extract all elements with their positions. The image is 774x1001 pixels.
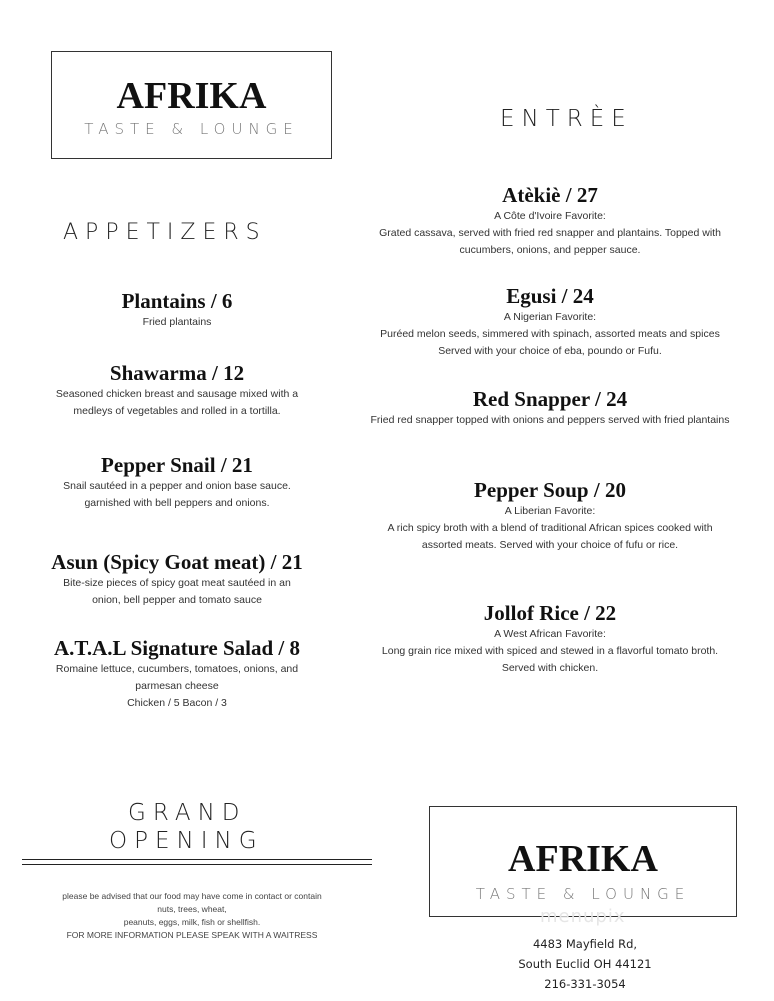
header-logo: [51, 51, 332, 159]
menu-item-desc: Romaine lettuce, cucumbers, tomatoes, onions, and: [55, 663, 299, 675]
logo-title: AFRIKA: [116, 75, 267, 117]
address-block: [470, 934, 700, 994]
allergy-note-line: FOR MORE INFORMATION PLEASE SPEAK WITH A WAITRESS: [66, 930, 318, 940]
menu-item-desc: Served with your choice of eba, poundo or Fufu.: [438, 345, 662, 357]
appetizer-item: [12, 452, 342, 512]
menu-item-desc: Bite-size pieces of spicy goat meat sautéed in an: [63, 577, 291, 589]
menu-item-desc: garnished with bell peppers and onions.: [84, 497, 270, 509]
menu-item-desc: Grated cassava, served with fried red snapper and plantains. Topped with: [379, 227, 721, 239]
entree-heading: ENTRÈE: [500, 106, 633, 132]
divider: [22, 864, 372, 865]
menu-item-desc: A Liberian Favorite:: [504, 505, 596, 517]
menu-item-title: A.T.A.L Signature Salad / 8: [53, 636, 301, 660]
menu-item-desc: A Nigerian Favorite:: [503, 311, 597, 323]
menu-item-desc: assorted meats. Served with your choice of fufu or rice.: [421, 539, 679, 551]
menu-item-title: Jollof Rice / 22: [483, 601, 617, 625]
menu-item-desc: Seasoned chicken breast and sausage mixed with a: [55, 388, 299, 400]
entree-item: [320, 182, 774, 259]
menu-item-title: Egusi / 24: [506, 284, 594, 308]
allergy-notice: [12, 890, 372, 942]
menu-item-desc: Long grain rice mixed with spiced and stewed in a flavorful tomato broth.: [381, 645, 719, 657]
grand-opening-line2: OPENING: [109, 828, 264, 854]
menu-item-desc: Served with chicken.: [501, 662, 599, 674]
menu-item-desc: Fried red snapper topped with onions and peppers served with fried plantains: [370, 414, 730, 426]
menu-item-title: Pepper Soup / 20: [474, 478, 626, 502]
address-city: South Euclid OH 44121: [518, 957, 652, 971]
grand-opening-line1: GRAND: [128, 800, 247, 826]
divider: [22, 859, 372, 860]
menu-item-title: Red Snapper / 24: [472, 387, 628, 411]
watermark: menupix: [540, 906, 626, 927]
appetizer-item: [12, 549, 342, 609]
address-street: 4483 Mayfield Rd,: [532, 937, 638, 951]
menu-item-desc: Fried plantains: [142, 316, 212, 328]
menu-item-desc: A rich spicy broth with a blend of traditional African spices cooked with: [387, 522, 713, 534]
menu-item-title: Shawarma / 12: [109, 361, 245, 385]
menu-item-desc: Snail sautéed in a pepper and onion base sauce.: [63, 480, 291, 492]
menu-item-desc: A Côte d'Ivoire Favorite:: [494, 210, 606, 222]
menu-item-title: Asun (Spicy Goat meat) / 21: [51, 550, 303, 574]
logo-title: AFRIKA: [508, 838, 658, 880]
logo-subtitle: TASTE & LOUNGE: [84, 120, 299, 138]
menu-item-desc: medleys of vegetables and rolled in a tortilla.: [73, 405, 281, 417]
menu-item-desc: parmesan cheese: [135, 680, 219, 692]
menu-item-desc: Chicken / 5 Bacon / 3: [127, 697, 227, 709]
address-phone: 216-331-3054: [544, 977, 626, 991]
entree-item: [320, 600, 774, 677]
appetizer-item: [12, 635, 342, 712]
menu-item-title: Plantains / 6: [121, 289, 233, 313]
menu-item-desc: onion, bell pepper and tomato sauce: [92, 594, 262, 606]
appetizer-item: [12, 360, 342, 420]
appetizer-item: [12, 288, 342, 331]
entree-item: [320, 386, 774, 429]
allergy-note-line: nuts, trees, wheat,: [157, 904, 227, 914]
appetizers-heading: APPETIZERS: [63, 220, 267, 245]
menu-item-desc: Puréed melon seeds, simmered with spinach, assorted meats and spices: [380, 328, 720, 340]
menu-item-desc: cucumbers, onions, and pepper sauce.: [459, 244, 641, 256]
menu-item-title: Atèkiè / 27: [502, 183, 598, 207]
allergy-note-line: please be advised that our food may have come in contact or contain: [62, 891, 322, 901]
entree-item: [320, 283, 774, 360]
footer-logo: [429, 806, 737, 917]
entree-item: [320, 477, 774, 554]
menu-item-desc: A West African Favorite:: [494, 628, 606, 640]
allergy-note-line: peanuts, eggs, milk, fish or shellfish.: [123, 917, 261, 927]
menu-item-title: Pepper Snail / 21: [101, 453, 253, 477]
logo-subtitle: TASTE & LOUNGE: [475, 885, 691, 903]
